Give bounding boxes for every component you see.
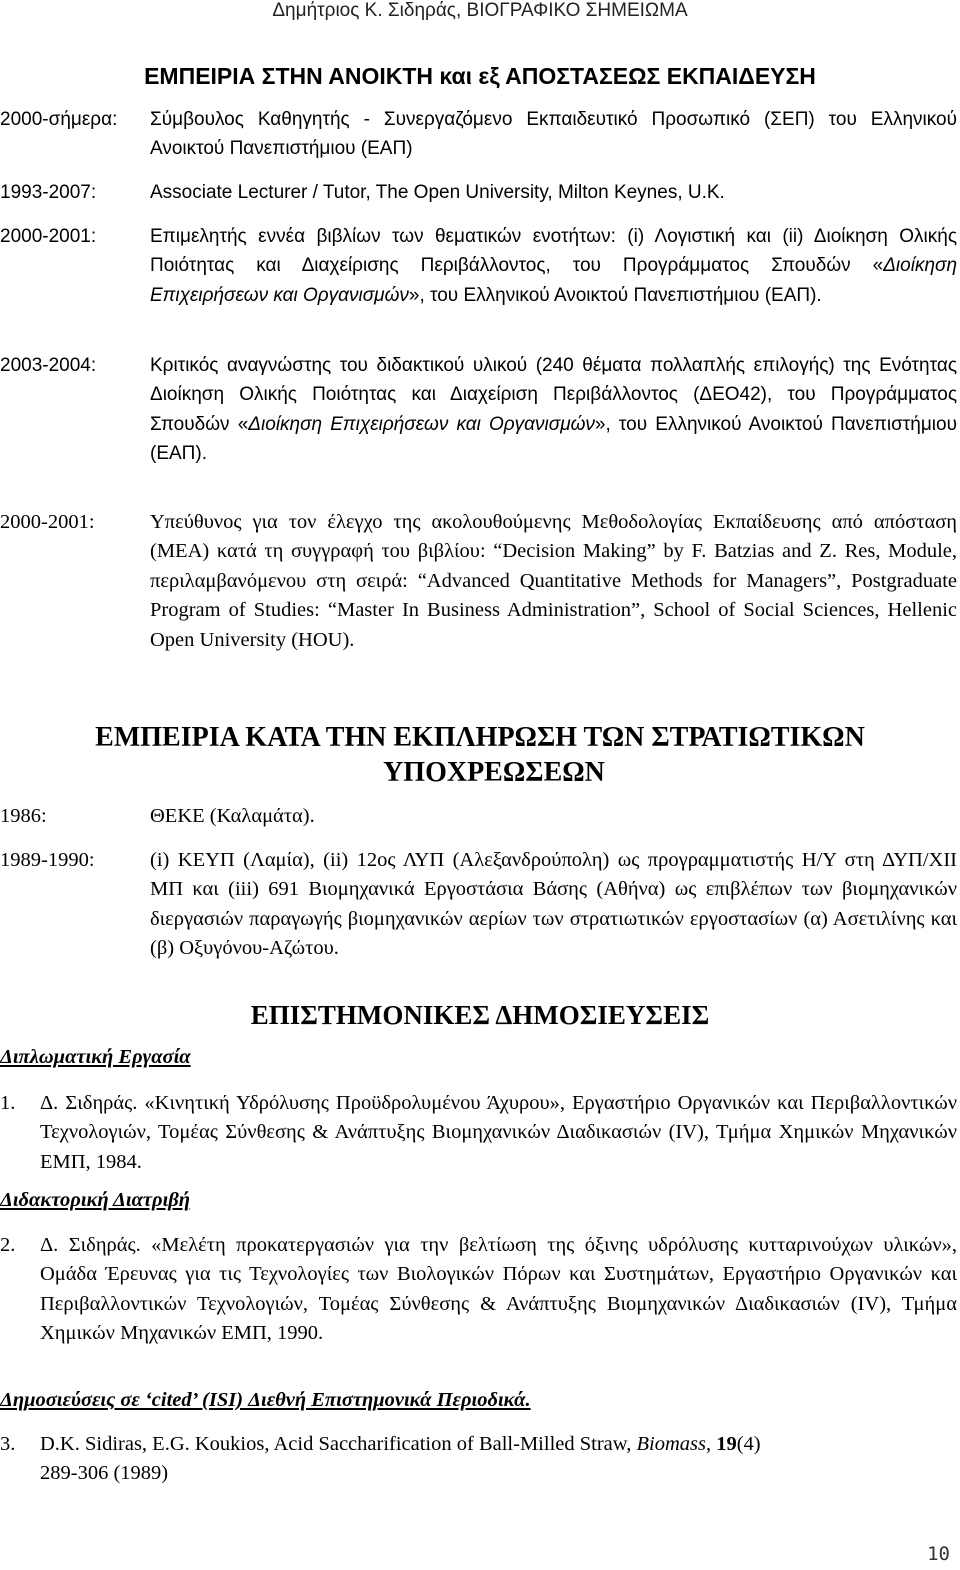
section-title-line: ΥΠΟΧΡΕΩΣΕΩΝ — [383, 757, 605, 788]
entry-label: 2000-σήμερα: — [0, 109, 118, 130]
page-number: 10 — [927, 1543, 950, 1565]
subheading-isi-publications: Δημοσιεύσεις σε ‘cited’ (ISI) Διεθνή Επιστημονικά Περιοδικά. — [0, 1389, 531, 1411]
entry-text: Επιμελητής εννέα βιβλίων των θεματικών ενοτήτων: (i) Λογιστική και (ii) Διοίκηση Ολικής Ποιότητας και Διαχείρισης Περιβάλλοντος, του Προγράμματος Σπουδών «Διοίκηση Επιχειρήσεων και Οργανισμών», του Ελληνικού Ανοικτού Πανεπιστήμιου (ΕΑΠ). — [150, 226, 957, 306]
entry-text: Κριτικός αναγνώστης του διδακτικού υλικού (240 θέματα πολλαπλής επιλογής) της Ενότητας Διοίκηση Ολικής Ποιότητας και Διαχείριση Περιβάλλοντος (ΔΕΟ42), του Προγράμματος Σπουδών «Διοίκηση Επιχειρήσεων και Οργανισμών», του Ελληνικού Ανοικτού Πανεπιστήμιου (ΕΑΠ). — [150, 355, 957, 465]
entry-label: 2003-2004: — [0, 355, 97, 376]
subheading-diploma-thesis: Διπλωματική Εργασία — [0, 1046, 191, 1068]
publication-text: Δ. Σιδηράς. «Κινητική Υδρόλυσης Προϋδρολυμένου Άχυρου», Εργαστήριο Οργανικών και Περιβαλλοντικών Τεχνολογιών, Τομέας Σύνθεσης & Ανάπτυξης Βιομηχανικών Διαδικασιών (IV), Τμήμα Χημικών Μηχανικών ΕΜΠ, 1984. — [40, 1092, 957, 1173]
journal-volume: 19 — [716, 1433, 737, 1455]
publication-number: 3. — [0, 1433, 16, 1455]
subheading-doctoral-thesis: Διδακτορική Διατριβή — [0, 1189, 191, 1211]
publication-number: 1. — [0, 1092, 16, 1114]
entry-label: 1986: — [0, 805, 47, 827]
publication-text: Δ. Σιδηράς. «Μελέτη προκατεργασιών για την βελτίωση της όξινης υδρόλυσης κυτταρινούχων υλικών», Ομάδα Έρευνας για τις Τεχνολογίες των Βιολογικών Πόρων και Συστημάτων, Εργαστήριο Οργανικών και Περιβαλλοντικών Τεχνολογιών, Τομέας Σύνθεσης & Ανάπτυξης Βιομηχανικών Διαδικασιών (IV), Τμήμα Χημικών Μηχανικών ΕΜΠ, 1990. — [40, 1234, 957, 1345]
journal-name: Biomass — [636, 1433, 706, 1455]
entry-label: 1989-1990: — [0, 849, 95, 871]
entry-text: ΘΕΚΕ (Καλαμάτα). — [150, 805, 315, 827]
section-title-open-education: ΕΜΠΕΙΡΙΑ ΣΤΗΝ ΑΝΟΙΚΤΗ και εξ ΑΠΟΣΤΑΣΕΩΣ ΕΚΠΑΙΔΕΥΣΗ — [144, 63, 816, 89]
section-title-line: ΕΜΠΕΙΡΙΑ ΚΑΤΑ ΤΗΝ ΕΚΠΛΗΡΩΣΗ ΤΩΝ ΣΤΡΑΤΙΩΤΙΚΩΝ — [95, 722, 865, 753]
entry-advisor — [0, 105, 960, 165]
entry-label: 2000-2001: — [0, 511, 95, 533]
running-header: Δημήτριος Κ. Σιδηράς, ΒΙΟΓΡΑΦΙΚΟ ΣΗΜΕΙΩΜΑ — [272, 0, 688, 21]
entry-text: Υπεύθυνος για τον έλεγχο της ακολουθούμενης Μεθοδολογίας Εκπαίδευσης από απόσταση (ΜΕΑ) κατά τη συγγραφή του βιβλίου: “Decision Making” by F. Batzias and Z. Res, Module, περιλαμβανόμενου στη σειρά: “Advanced Quantitative Methods for Managers”, Postgraduate Program of Studies: “Master In Business Administration”, School of Social Sciences, Hellenic Open University (HOU). — [150, 511, 957, 651]
entry-text: (i) ΚΕΥΠ (Λαμία), (ii) 12ος ΛΥΠ (Αλεξανδρούπολη) ως προγραμματιστής Η/Υ στη ΔΥΠ/ΧΙΙ ΜΠ και (iii) 691 Βιομηχανικά Εργοστάσια Βάσης (Αθήνα) ως επιβλέπων των βιομηχανικών διεργασιών παραγωγής βιομηχανικών αερίων των στρατιωτικών εργοστασίων (α) Ασετιλίνης και (β) Οξυγόνου-Αζώτου. — [150, 849, 957, 960]
entry-text: Σύμβουλος Καθηγητής - Συνεργαζόμενο Εκπαιδευτικό Προσωπικό (ΣΕΠ) του Ελληνικού Ανοικτού Πανεπιστήμιου (ΕΑΠ) — [150, 109, 957, 160]
entry-label: 1993-2007: — [0, 182, 97, 203]
section-title-military — [0, 720, 960, 790]
publication-number: 2. — [0, 1234, 16, 1256]
entry-label: 2000-2001: — [0, 226, 97, 247]
publication-text: D.K. Sidiras, E.G. Koukios, Acid Saccharification of Ball-Milled Straw, Biomass, 19(4) 289-306 (1989) — [40, 1433, 761, 1485]
section-title-publications: ΕΠΙΣΤΗΜΟΝΙΚΕΣ ΔΗΜΟΣΙΕΥΣΕΙΣ — [250, 1000, 710, 1030]
entry-text: Associate Lecturer / Tutor, The Open University, Milton Keynes, U.K. — [150, 182, 725, 203]
